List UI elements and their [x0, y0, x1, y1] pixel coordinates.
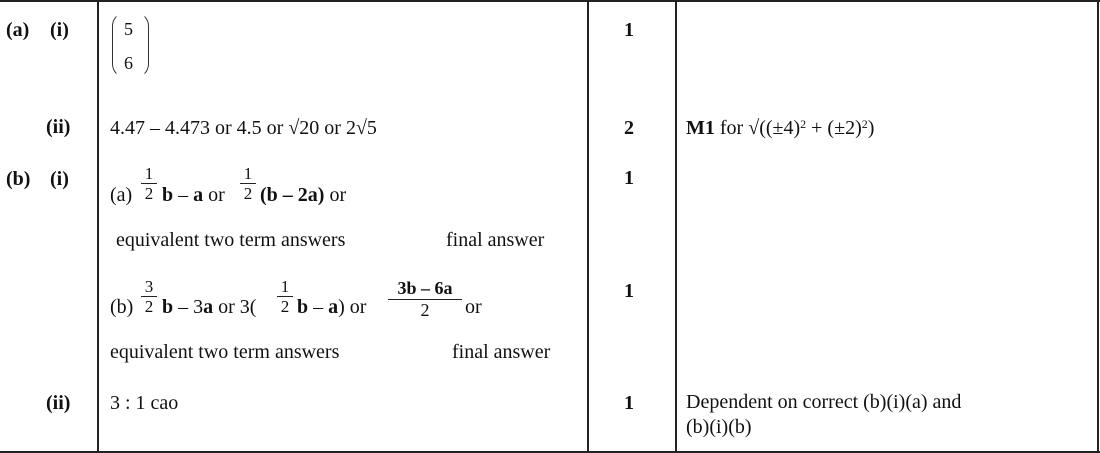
vector-bottom-value: 6	[124, 53, 133, 73]
vector-top-value: 5	[124, 19, 133, 39]
column-vector	[110, 10, 150, 80]
fraction-numerator: 3	[144, 277, 154, 296]
part-label-b: (b)	[6, 168, 31, 190]
notes-a-ii-sup2: 2	[861, 117, 868, 131]
mark-a-i: 1	[624, 19, 634, 41]
vector-a: a	[328, 296, 339, 318]
answer-a-ii: 4.47 – 4.473 or 4.5 or √20 or 2√5	[110, 117, 377, 139]
equivalent-note-b-i-b: equivalent two term answers	[110, 341, 340, 363]
fraction-denominator: 2	[280, 297, 290, 316]
fraction-numerator: 3b – 6a	[397, 278, 453, 298]
answer-b-i-a-label: (a)	[110, 184, 133, 206]
part-label-a: (a)	[6, 19, 30, 41]
vector-a: a	[203, 296, 214, 318]
answer-b-i-b-fraction-3	[388, 279, 462, 320]
mark-b-ii: 1	[624, 392, 634, 414]
fraction-denominator: 2	[243, 184, 253, 203]
or-text: or	[324, 184, 347, 206]
subpart-label-a-i: (i)	[50, 19, 69, 41]
minus-sign: –	[173, 184, 194, 206]
answer-b-i-a-expr-2	[260, 184, 346, 206]
column-divider-1	[97, 0, 99, 453]
close-or: ) or	[338, 296, 367, 318]
table-right-border	[1097, 0, 1099, 453]
answer-b-i-a-fraction-1	[141, 165, 157, 202]
fraction-denominator: 2	[144, 184, 154, 203]
notes-a-ii	[686, 117, 874, 139]
fraction-numerator: 1	[280, 277, 290, 296]
vector-a: a	[193, 184, 204, 206]
answer-b-i-a-fraction-2	[240, 165, 256, 202]
column-divider-2	[587, 0, 589, 453]
answer-b-i-b-or: or	[465, 296, 482, 318]
vector-b: b	[162, 296, 174, 318]
or-three-open: or 3(	[213, 296, 257, 318]
notes-b-ii-line2: (b)(i)(b)	[686, 416, 752, 438]
fraction-numerator: 1	[144, 164, 154, 183]
final-answer-note-b-i-b: final answer	[452, 341, 551, 363]
mark-b-i-b: 1	[624, 280, 634, 302]
mark-b-i-a: 1	[624, 167, 634, 189]
notes-b-ii-line1: Dependent on correct (b)(i)(a) and	[686, 391, 962, 413]
final-answer-note-b-i-a: final answer	[446, 229, 545, 251]
subpart-label-a-ii: (ii)	[46, 116, 71, 138]
column-divider-3	[675, 0, 677, 453]
subpart-label-b-ii: (ii)	[46, 392, 71, 414]
notes-a-ii-part1: for √((±4)	[719, 117, 801, 139]
minus-sign: –	[308, 296, 329, 318]
answer-b-i-b-fraction-2	[277, 278, 293, 315]
vector-b: b	[162, 184, 174, 206]
bracket-expression: (b – 2a)	[260, 184, 325, 206]
or-text: or	[203, 184, 225, 206]
answer-b-i-b-label: (b)	[110, 296, 134, 318]
table-top-border	[0, 0, 1100, 2]
answer-b-i-b-expr-1	[162, 296, 256, 318]
vector-right-bracket	[134, 12, 149, 78]
minus-three: – 3	[173, 296, 204, 318]
equivalent-note-b-i-a: equivalent two term answers	[116, 229, 346, 251]
subpart-label-b-i: (i)	[50, 168, 69, 190]
answer-b-ii: 3 : 1 cao	[110, 392, 179, 414]
notes-a-ii-part2: + (±2)	[806, 117, 862, 139]
fraction-denominator: 2	[144, 297, 154, 316]
notes-a-ii-sup1: 2	[800, 117, 807, 131]
vector-b: b	[297, 296, 309, 318]
notes-a-ii-method-mark: M1	[686, 117, 715, 139]
fraction-denominator: 2	[420, 300, 430, 320]
fraction-numerator: 1	[243, 164, 253, 183]
answer-b-i-a-expr-1	[162, 184, 225, 206]
answer-b-i-b-expr-2	[297, 296, 366, 318]
mark-a-ii: 2	[624, 117, 634, 139]
notes-a-ii-part3: )	[867, 117, 875, 139]
answer-b-i-b-fraction-1	[141, 278, 157, 315]
